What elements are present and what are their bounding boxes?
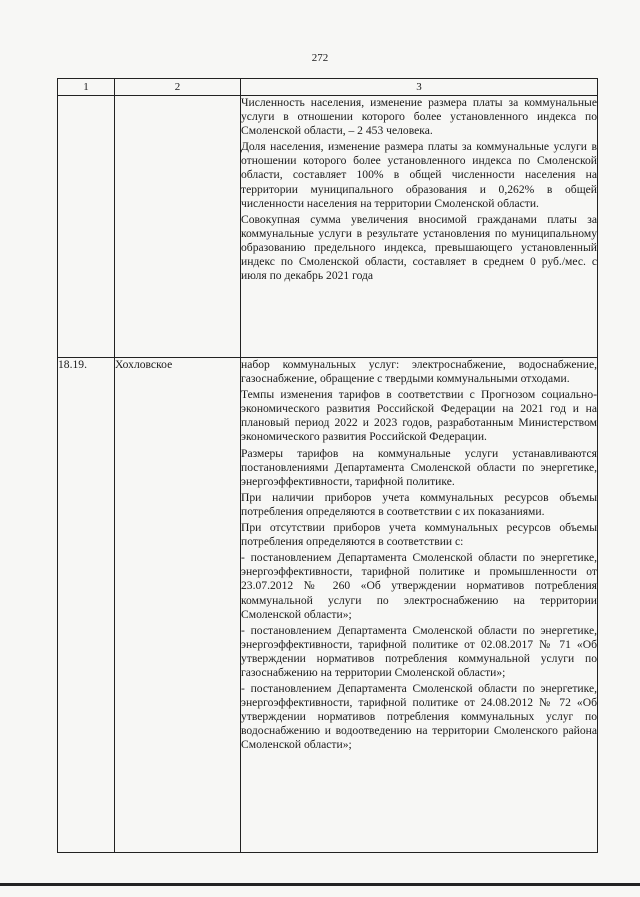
page-number: 272 [311,52,329,64]
table-row-continued [58,96,598,358]
settlement-name: Хохловское [115,358,241,853]
description-paragraph: - постановлением Департамента Смоленской области по энергетике, энергоэффективности, тарифной политике от 02.08.2017 № 71 «Об утверждении нормативов потребления коммунальной услуги по газоснабжению на территории Смоленской области»; [241,623,597,679]
description-paragraph: - постановлением Департамента Смоленской области по энергетике, энергоэффективности, тарифной политике от 24.08.2012 № 72 «Об утверждении нормативов потребления коммунальных услуг по водоснабжению и водоотведению на территории Смоленского района Смоленской области»; [241,682,597,752]
row-number: 18.19. [58,358,115,853]
description-paragraph: Темпы изменения тарифов в соответствии с Прогнозом социально-экономического развития Российской Федерации на 2021 год и на плановый период 2022 и 2023 годов, разработанным Министерством экономического развития Российской Федерации. [241,388,597,444]
description-paragraph: Размеры тарифов на коммунальные услуги устанавливаются постановлениями Департамента Смоленской области по энергетике, энергоэффективности, тарифной политике. [241,446,597,488]
description-paragraph: При отсутствии приборов учета коммунальных ресурсов объемы потребления определяются в соответствии с: [241,521,597,549]
row-description-cell [241,358,598,853]
description-paragraph: - постановлением Департамента Смоленской области по энергетике, энергоэффективности, тарифной политике и промышленности от 23.07.2012 № 260 «Об утверждении нормативов потребления коммунальной услуги по электроснабжению на территории Смоленской области»; [241,551,597,621]
description-paragraph: Совокупная сумма увеличения вносимой гражданами платы за коммунальные услуги в результате установления по муниципальному образованию предельного индекса, превышающего установленный индекс по Смоленской области, составляет в среднем 0 руб./мес. с июля по декабрь 2021 года [241,212,597,283]
row-name-cell-empty [115,96,241,358]
description-paragraph: При наличии приборов учета коммунальных ресурсов объемы потребления определяются в соответствии с их показаниями. [241,490,597,518]
description-paragraph: Численность населения, изменение размера платы за коммунальные услуги в отношении которого более установленного индекса по Смоленской области, – 2 453 человека. [241,96,597,138]
column-header-3: 3 [241,79,598,96]
table-row-18-19 [58,358,598,853]
bottom-rule [0,883,640,886]
document-table [57,78,598,853]
row-number-cell-empty [58,96,115,358]
row-description-cell [241,96,598,358]
table-header-row [58,79,598,96]
column-header-1: 1 [58,79,115,96]
description-paragraph: набор коммунальных услуг: электроснабжение, водоснабжение, газоснабжение, обращение с твердыми коммунальными отходами. [241,358,597,386]
description-paragraph: Доля населения, изменение размера платы за коммунальные услуги в отношении которого более установленного индекса по Смоленской области, составляет 100% в общей численности населения на территории муниципального образования и 0,262% в общей численности населения на территории Смоленской области. [241,140,597,210]
column-header-2: 2 [115,79,241,96]
